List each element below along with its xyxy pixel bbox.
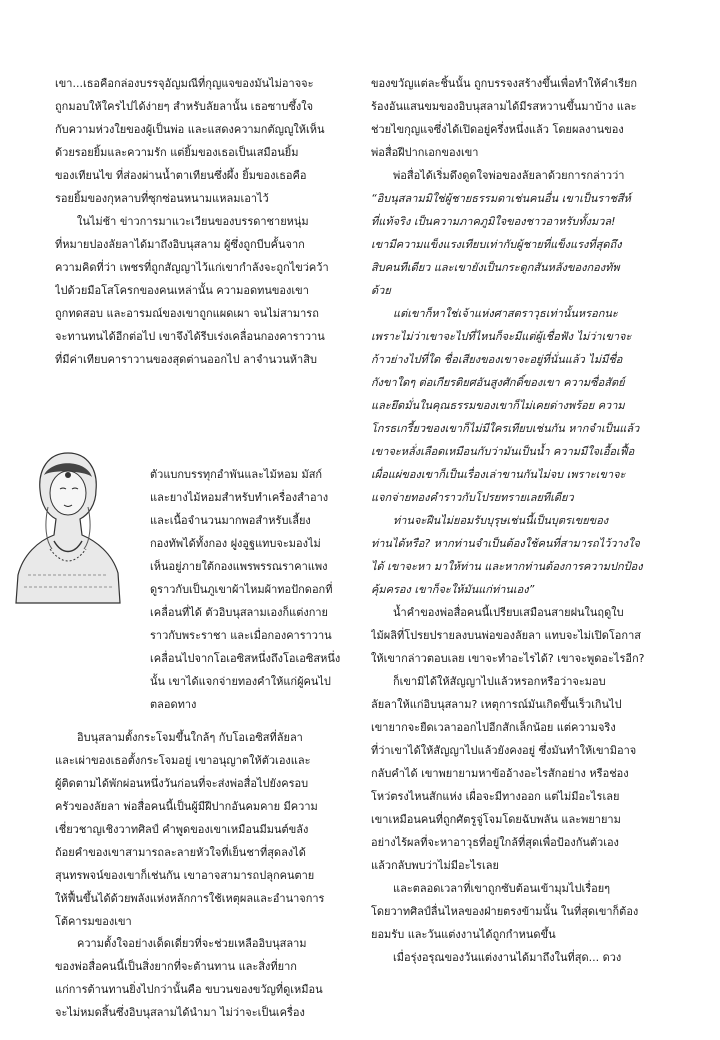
text-line: เขาเหมือนคนที่ถูกศัตรูจู่โจมโดยฉับพลัน และพยายาม <box>371 813 621 826</box>
paragraph <box>371 601 679 670</box>
text-line: ถูกมอบให้ใครไปได้ง่ายๆ สำหรับลัยลานั้น เธอซาบซึ้งใจ <box>55 100 314 113</box>
text-line: ก็เขามิได้ให้สัญญาไปแล้วหรอกหรือว่าจะมอบ <box>393 675 606 688</box>
text-line: ราวกับพระราชา และเมื่อกองคาราวาน <box>150 629 332 642</box>
text-line: ช่วยไขกุญแจซึ่งได้เปิดอยู่ครึ่งหนึ่งแล้ว โดยผลงานของ <box>371 123 624 136</box>
text-line: โหว่ตรงไหนสักแห่ง เผื่อจะมีทางออก แต่ไม่มีอะไรเลย <box>371 790 620 803</box>
text-line: แจกจ่ายทองคำราวกับโปรยทรายเลยทีเดียว <box>371 491 574 504</box>
text-line: รอยยิ้มของกุหลาบที่ซุกซ่อนหนามแหลมเอาไว้ <box>55 192 269 205</box>
text-line: ถ้อยคำของเขาสามารถละลายหัวใจที่เย็นชาที่สุดลงได้ <box>55 846 306 859</box>
text-line: “อิบนุสลามมิใช่ผู้ชายธรรมดาเช่นคนอื่น เขาเป็นราชสีห์ <box>371 192 631 205</box>
text-line: เห็นอยู่ภายใต้กองแพรพรรณราคาแพง <box>150 560 328 573</box>
paragraph <box>371 164 679 302</box>
text-line: เคลื่อนที่ได้ ตัวอิบนุสลามเองก็แต่งกาย <box>150 606 329 619</box>
left-column <box>55 72 362 371</box>
text-line: โกรธเกรี้ยวของเขาก็ไม่มีใครเทียบเช่นกัน หากจำเป็นแล้ว <box>371 422 640 435</box>
text-line: ในไม่ช้า ข่าวการมาแวะเวียนของบรรดาชายหนุ่ม <box>77 215 309 228</box>
text-line: ที่แท้จริง เป็นความภาคภูมิใจของชาวอาหรับทั้งมวล! <box>371 215 616 228</box>
left-column-bottom <box>55 932 362 1024</box>
text-line: โดยวาทศิลป์ลื่นไหลของฝ่ายตรงข้ามนั้น ในที่สุดเขาก็ต้อง <box>371 905 639 918</box>
left-column-lower <box>55 726 362 933</box>
text-line: ท่านได้หรือ? หากท่านจำเป็นต้องใช้คนที่สามารถไว้วางใจ <box>371 537 640 550</box>
text-line: เคลื่อนไปจากโอเอซิสหนึ่งถึงโอเอซิสหนึ่ง <box>150 652 341 665</box>
paragraph <box>371 302 679 509</box>
text-line: ลัยลาให้แก่อิบนุสลาม? เหตุการณ์มันเกิดขึ้นเร็วเกินไป <box>371 698 622 711</box>
text-line: และยึดมั่นในคุณธรรมของเขาก็ไม่เคยด่างพร้อย ความ <box>371 399 625 412</box>
text-line: ที่มีค่าเทียบคาราวานของสุดต่านออกไป ลาจำนวนห้าสิบ <box>55 353 317 366</box>
paragraph <box>371 877 679 946</box>
text-line: ก้าวย่างไปที่ใด ชื่อเสียงของเขาจะอยู่ที่นั่นแล้ว ไม่มีชื่อ <box>371 353 623 366</box>
text-line: ไม้ผลิที่โปรยปรายลงบนพ่อของลัยลา แทบจะไม่เปิดโอกาส <box>371 629 641 642</box>
text-line: ได้ เขาจะหา มาให้ท่าน และหากท่านต้องการความปกป้อง <box>371 560 643 573</box>
text-line: ให้ฟื้นขึ้นได้ด้วยพลังแห่งหลักการใช้เหตุผลและอำนาจการ <box>55 892 325 905</box>
text-line: ถูกทดสอบ และอารมณ์ของเขาถูกแผดเผา จนไม่สามารถ <box>55 307 319 320</box>
text-line: ของขวัญแต่ละชิ้นนั้น ถูกบรรจงสร้างขึ้นเพื่อทำให้คำเรียก <box>371 77 638 90</box>
paragraph <box>371 509 679 601</box>
text-line: แต่เขาก็หาใช่เจ้าแห่งศาสตราวุธเท่านั้นหรอกนะ <box>393 307 618 320</box>
text-line: เพราะไม่ว่าเขาจะไปที่ไหนก็จะมีแต่ผู้เชื่อฟัง ไม่ว่าเขาจะ <box>371 330 632 343</box>
text-line: เชี่ยวชาญเชิงวาทศิลป์ คำพูดของเขาเหมือนมีมนต์ขลัง <box>55 823 309 836</box>
paragraph <box>55 932 362 1024</box>
paragraph <box>371 670 679 877</box>
text-line: กับความห่วงใยของผู้เป็นพ่อ และแสดงความกตัญญูให้เห็น <box>55 123 325 136</box>
text-line: ร้องอันแสนขมของอิบนุสลามได้มีรสหวานขึ้นมาบ้าง และ <box>371 100 637 113</box>
text-line: ความตั้งใจอย่างเด็ดเดี่ยวที่จะช่วยเหลืออิบนุสลาม <box>77 937 307 950</box>
text-line: ของพ่อสื่อคนนี้เป็นสิ่งยากที่จะต้านทาน และสิ่งที่ยาก <box>55 960 297 973</box>
text-line: เขามีความแข็งแรงเทียบเท่ากับผู้ชายที่แข็งแรงที่สุดถึง <box>371 238 622 251</box>
text-line: อิบนุสลามตั้งกระโจมขึ้นใกล้ๆ กับโอเอซิสที่ลัยลา <box>77 731 303 744</box>
text-line: ไปด้วยมือโสโครกของคนเหล่านั้น ความอดทนของเขา <box>55 284 309 297</box>
paragraph <box>55 210 362 371</box>
text-line: แก่การต้านทานยิ่งไปกว่านั้นคือ ขบวนของขวัญที่ดูเหมือน <box>55 983 323 996</box>
text-line: อย่างไร้ผลที่จะหาอาวุธที่อยู่ใกล้ที่สุดเพื่อป้องกันตัวเอง <box>371 836 619 849</box>
paragraph <box>55 72 362 210</box>
text-line: ครัวของลัยลา พ่อสื่อคนนี้เป็นผู้มีฝีปากอันคมคาย มีความ <box>55 800 318 813</box>
text-line: และเนื้อจำนวนมากพอสำหรับเลี้ยง <box>150 514 311 527</box>
text-line: เขาจะหลั่งเลือดเหมือนกับว่ามันเป็นน้ำ ความมีใจเอื้อเฟื้อ <box>371 445 635 458</box>
text-line: กองทัพได้ทั้งกอง ฝูงอูฐแทบจะมองไม่ <box>150 537 321 550</box>
text-line: ของเทียนไข ที่ส่องผ่านน้ำตาเทียนซึ่งผึ้ง ยิ้มของเธอคือ <box>55 169 307 182</box>
text-line: กังขาใดๆ ต่อเกียรติยศอันสูงศักดิ์ของเขา ความซื่อสัตย์ <box>371 376 625 389</box>
text-line: พ่อสื่อได้เริ่มดึงดูดใจพ่อของลัยลาด้วยการกล่าวว่า <box>393 169 625 182</box>
text-line: แล้วกลับพบว่าไม่มีอะไรเลย <box>371 859 499 872</box>
text-line: และเผ่าของเธอตั้งกระโจมอยู่ เขาอนุญาตให้ตัวเองและ <box>55 754 311 767</box>
text-line: โต้คารมของเขา <box>55 915 132 928</box>
text-line: ด้วย <box>371 284 391 297</box>
text-line: ดูราวกับเป็นภูเขาผ้าไหมผ้าทอปักดอกที่ <box>150 583 333 596</box>
text-line: น้ำคำของพ่อสื่อคนนี้เปรียบเสมือนสายฝนในฤดูใบ <box>393 606 624 619</box>
text-line: พ่อสื่อฝีปากเอกของเขา <box>371 146 479 159</box>
text-line: ผู้ติดตามได้พักผ่อนหนึ่งวันก่อนที่จะส่งพ่อสื่อไปยังครอบ <box>55 777 309 790</box>
paragraph <box>55 726 362 933</box>
paragraph <box>371 946 679 969</box>
text-line: ท่านจะฝืนไม่ยอมรับบุรุษเช่นนี้เป็นบุตรเขยของ <box>393 514 609 527</box>
text-line: เขายากจะยืดเวลาออกไปอีกสักเล็กน้อย แต่ความจริง <box>371 721 616 734</box>
text-line: เผื่อแผ่ของเขาก็เป็นเรื่องเล่าขานกันไม่จบ เพราะเขาจะ <box>371 468 626 481</box>
text-line: ด้วยรอยยิ้มและความรัก แต่ยิ้มของเธอเป็นเสมือนยิ้ม <box>55 146 299 159</box>
text-line: นั้น เขาได้แจกจ่ายทองคำให้แก่ผู้คนไป <box>150 675 331 688</box>
text-line: ยอมรับ และวันแต่งงานได้ถูกกำหนดขึ้น <box>371 928 556 941</box>
text-line: ให้เขากล่าวตอบเลย เขาจะทำอะไรได้? เขาจะพูดอะไรอีก? <box>371 652 645 665</box>
text-line: จะทานทนได้อีกต่อไป เขาจึงได้รีบเร่งเคลื่อนกองคาราวาน <box>55 330 325 343</box>
text-line: สิบคนทีเดียว และเขายังเป็นกระดูกสันหลังของกองทัพ <box>371 261 620 274</box>
text-line: สุนทรพจน์ของเขาก็เช่นกัน เขาอาจสามารถปลุกคนตาย <box>55 869 315 882</box>
woman-illustration <box>8 445 128 605</box>
text-line: และยางไม้หอมสำหรับทำเครื่องสำอาง <box>150 491 329 504</box>
paragraph-beside-figure <box>150 463 362 716</box>
paragraph <box>371 72 679 164</box>
text-line: ตลอดทาง <box>150 698 197 711</box>
text-line: ที่หมายปองลัยลาได้มาถึงอิบนุสลาม ผู้ซึ่งถูกบีบคั้นจาก <box>55 238 305 251</box>
text-line: กลับคำได้ เขาพยายามหาข้ออ้างอะไรสักอย่าง หรือช่อง <box>371 767 629 780</box>
right-column <box>371 72 679 969</box>
text-line: เมื่อรุ่งอรุณของวันแต่งงานได้มาถึงในที่สุด... ดวง <box>393 951 622 964</box>
text-line: เขา...เธอคือกล่องบรรจุอัญมณีที่กุญแจของมันไม่อาจจะ <box>55 77 314 90</box>
text-line: ตัวแบกบรรทุกอำพันและไม้หอม มัสก์ <box>150 468 323 481</box>
text-line: และตลอดเวลาที่เขาถูกซับต้อนเข้ามุมไปเรื่อยๆ <box>393 882 611 895</box>
text-line: ที่ว่าเขาได้ให้สัญญาไปแล้วยังคงอยู่ ซึ่งมันทำให้เขามิอาจ <box>371 744 637 757</box>
text-line: ความคิดที่ว่า เพชรที่ถูกสัญญาไว้แก่เขากำลังจะถูกไขว่คว้า <box>55 261 329 274</box>
text-line: คุ้มครอง เขาก็จะให้มันแก่ท่านเอง” <box>371 583 535 596</box>
text-line: จะไม่หมดสิ้นซึ่งอิบนุสลามได้นำมา ไม่ว่าจะเป็นเครื่อง <box>55 1006 305 1019</box>
